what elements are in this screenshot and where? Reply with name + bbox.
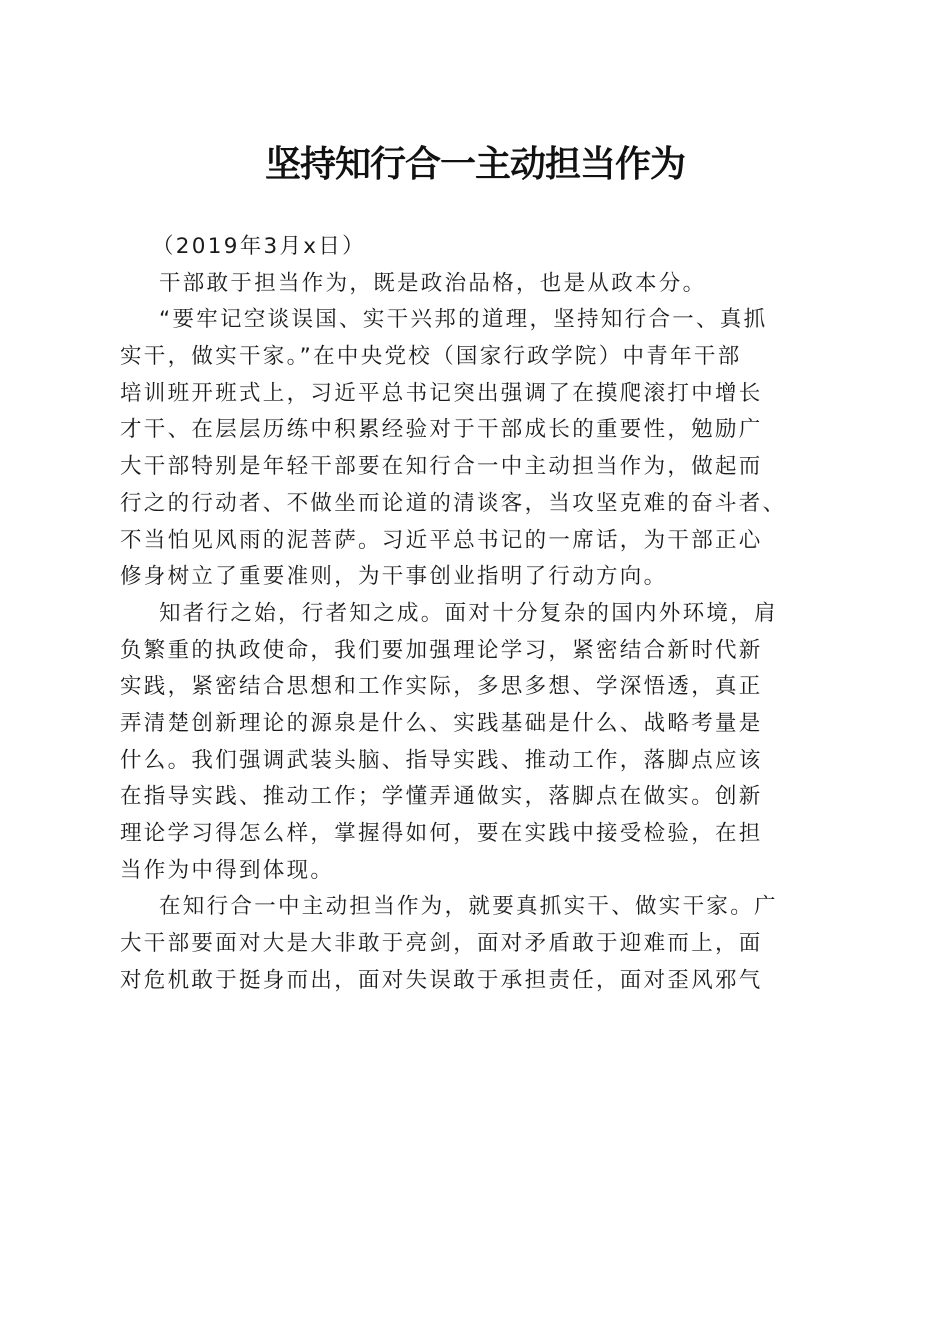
paragraph-4-line: 对危机敢于挺身而出，面对失误敢于承担责任，面对歪风邪气 xyxy=(120,967,763,993)
paragraph-3-line: 弄清楚创新理论的源泉是什么、实践基础是什么、战略考量是 xyxy=(120,710,763,736)
paragraph-3-line: 什么。我们强调武装头脑、指导实践、推动工作，落脚点应该 xyxy=(120,747,763,773)
document-title: 坚持知行合一主动担当作为 xyxy=(264,143,685,185)
paragraph-1-line: 干部敢于担当作为，既是政治品格，也是从政本分。 xyxy=(159,270,707,296)
document-date: （2019年3月x日） xyxy=(152,234,366,259)
paragraph-2-line: 行之的行动者、不做坐而论道的清谈客，当攻坚克难的奋斗者、 xyxy=(120,490,787,516)
paragraph-2-line: 大干部特别是年轻干部要在知行合一中主动担当作为，做起而 xyxy=(120,454,763,480)
paragraph-3-line: 负繁重的执政使命，我们要加强理论学习，紧密结合新时代新 xyxy=(120,637,763,663)
paragraph-4-line: 在知行合一中主动担当作为，就要真抓实干、做实干家。广 xyxy=(159,894,778,920)
paragraph-3-line: 理论学习得怎么样，掌握得如何，要在实践中接受检验，在担 xyxy=(120,821,763,846)
paragraph-2-line: 修身树立了重要准则，为干事创业指明了行动方向。 xyxy=(120,564,668,590)
paragraph-4-line: 大干部要面对大是大非敢于亮剑，面对矛盾敢于迎难而上，面 xyxy=(120,931,763,957)
paragraph-2-line: 实干，做实干家。”在中央党校（国家行政学院）中青年干部 xyxy=(120,344,742,370)
paragraph-2-line: 不当怕见风雨的泥菩萨。习近平总书记的一席话，为干部正心 xyxy=(120,527,763,553)
paragraph-3-line: 知者行之始，行者知之成。面对十分复杂的国内外环境，肩 xyxy=(159,600,778,626)
paragraph-2-line: 才干、在层层历练中积累经验对于干部成长的重要性，勉励广 xyxy=(120,417,763,443)
paragraph-3-line: 当作为中得到体现。 xyxy=(120,857,335,883)
document-body xyxy=(120,229,824,999)
paragraph-3-line: 实践，紧密结合思想和工作实际，多思多想、学深悟透，真正 xyxy=(120,674,763,700)
paragraph-2-line: “要牢记空谈误国、实干兴邦的道理，坚持知行合一、真抓 xyxy=(159,307,768,333)
paragraph-2-line: 培训班开班式上，习近平总书记突出强调了在摸爬滚打中增长 xyxy=(120,380,763,406)
paragraph-3-line: 在指导实践、推动工作；学懂弄通做实，落脚点在做实。创新 xyxy=(120,784,763,810)
